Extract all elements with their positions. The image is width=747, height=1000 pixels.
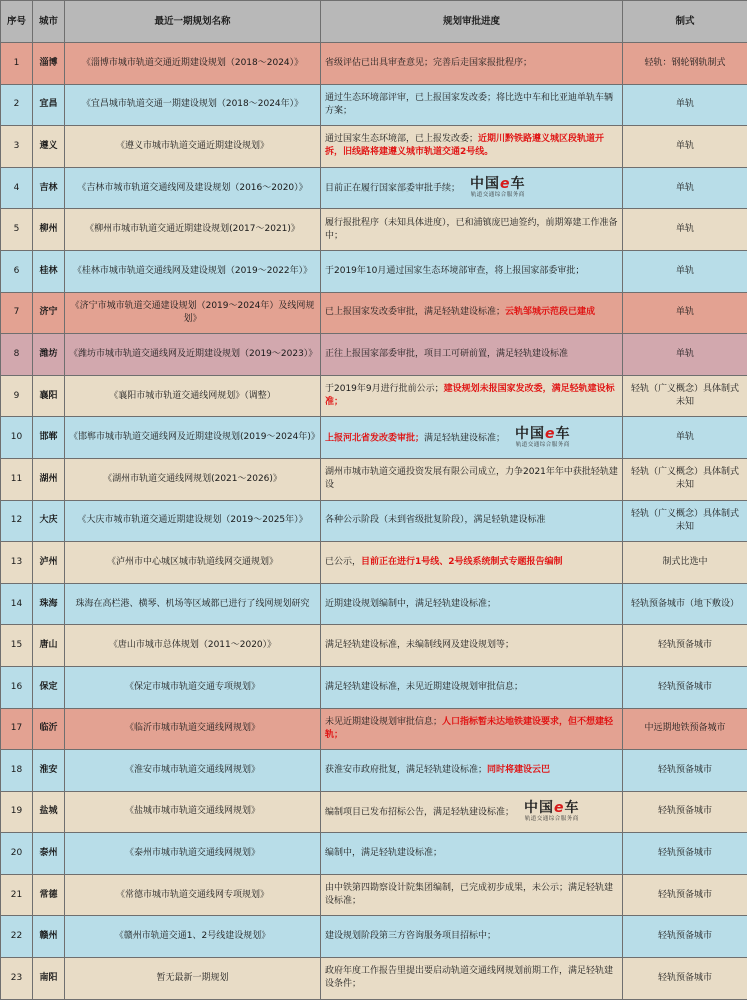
row-plan-name: 《保定市城市轨道交通专项规划》: [65, 666, 321, 708]
watermark-tagline: 轨道交通综合服务商: [524, 815, 579, 822]
row-mode: 轻轨（广义概念）具体制式未知: [623, 375, 747, 417]
row-plan-name: 《常德市城市轨道交通线网专项规划》: [65, 874, 321, 916]
watermark-brand: [470, 177, 526, 192]
table-row: [1, 167, 747, 209]
row-progress: [321, 292, 623, 334]
watermark-brand: [515, 427, 571, 442]
watermark-brand-text: 中国: [524, 799, 555, 816]
row-city: 邯郸: [33, 417, 65, 459]
progress-text: 于2019年10月通过国家生态环境部审查，将上报国家部委审批；: [325, 265, 585, 276]
progress-highlight: 同时将建设云巴: [487, 764, 551, 775]
watermark-brand: [524, 801, 580, 816]
row-mode: 单轨: [623, 250, 747, 292]
table-row: [1, 625, 747, 667]
row-plan-name: 《泸州市中心城区城市轨道线网交通规划》: [65, 542, 321, 584]
progress-text: 满足轻轨建设标准，未编制线网及建设规划等；: [325, 640, 515, 651]
table-row: [1, 791, 747, 833]
row-number: 6: [1, 250, 33, 292]
row-number: 4: [1, 167, 33, 209]
row-plan-name: 《唐山市城市总体规划（2011～2020）》: [65, 625, 321, 667]
table-row: [1, 84, 747, 126]
row-city: 淮安: [33, 750, 65, 792]
row-number: 3: [1, 126, 33, 168]
row-progress: [321, 583, 623, 625]
header-mode: 制式: [623, 1, 747, 43]
watermark-brand-text: 车: [510, 176, 526, 193]
row-mode: 轻轨预备城市: [623, 916, 747, 958]
row-mode: 轻轨预备城市: [623, 958, 747, 1000]
row-plan-name: 珠海在高栏港、横琴、机场等区域都已进行了线网规划研究: [65, 583, 321, 625]
row-city: 桂林: [33, 250, 65, 292]
row-plan-name: 《盐城市城市轨道交通线网规划》: [65, 791, 321, 833]
row-progress: [321, 167, 623, 209]
row-number: 10: [1, 417, 33, 459]
table-row: [1, 874, 747, 916]
row-city: 泰州: [33, 833, 65, 875]
row-mode: 轻轨预备城市: [623, 750, 747, 792]
row-progress: [321, 708, 623, 750]
row-mode: 轻轨预备城市: [623, 625, 747, 667]
row-plan-name: 《临沂市城市轨道交通线网规划》: [65, 708, 321, 750]
row-city: 珠海: [33, 583, 65, 625]
row-progress: [321, 874, 623, 916]
progress-text: 通过生态环境部评审，已上报国家发改委；将比选中车和比亚迪单轨车辆方案；: [325, 92, 614, 116]
row-progress: [321, 750, 623, 792]
table-row: [1, 958, 747, 1000]
row-mode: 单轨: [623, 417, 747, 459]
watermark-logo-icon: [524, 801, 580, 823]
row-plan-name: 《淄博市城市轨道交通近期建设规划（2018～2024）》: [65, 43, 321, 85]
row-progress: [321, 126, 623, 168]
row-progress: [321, 625, 623, 667]
row-mode: 轻轨：钢轮钢轨制式: [623, 43, 747, 85]
row-city: 淄博: [33, 43, 65, 85]
row-mode: 轻轨预备城市: [623, 666, 747, 708]
row-progress: [321, 375, 623, 417]
row-progress: [321, 209, 623, 251]
progress-text: 省级评估已出具审查意见；完善后走国家报批程序；: [325, 57, 533, 68]
progress-text: 目前正在履行国家部委审批手续；: [325, 183, 461, 194]
table-row: [1, 292, 747, 334]
table-row: [1, 417, 747, 459]
table-row: [1, 542, 747, 584]
watermark-brand-text: 中国: [515, 425, 546, 442]
row-city: 临沂: [33, 708, 65, 750]
progress-text: 政府年度工作报告里提出要启动轨道交通线网规划前期工作，满足轻轨建设条件；: [325, 966, 614, 990]
row-plan-name: 《柳州市城市轨道交通近期建设规划(2017～2021)》: [65, 209, 321, 251]
table-row: [1, 708, 747, 750]
progress-text: 已上报国家发改委审批，满足轻轨建设标准；: [325, 307, 506, 318]
progress-text: 履行报批程序（未知具体进度），已和浦镇庞巴迪签约，前期筹建工作准备中；: [325, 217, 618, 241]
watermark-e-icon: e: [500, 176, 511, 193]
row-plan-name: 《遵义市城市轨道交通近期建设规划》: [65, 126, 321, 168]
row-number: 19: [1, 791, 33, 833]
header-progress: 规划审批进度: [321, 1, 623, 43]
watermark-tagline: 轨道交通综合服务商: [470, 192, 525, 199]
progress-highlight: 近期川黔铁路遵义城区段轨道开拆，旧线路将建遵义城市轨道交通2号线。: [325, 134, 605, 158]
row-number: 21: [1, 874, 33, 916]
row-number: 20: [1, 833, 33, 875]
table-row: [1, 458, 747, 500]
row-city: 赣州: [33, 916, 65, 958]
progress-text: 各种公示阶段（未到省级批复阶段），满足轻轨建设标准: [325, 515, 546, 526]
table-body: [1, 43, 747, 1000]
header-no: 序号: [1, 1, 33, 43]
table-row: [1, 375, 747, 417]
table-row: [1, 666, 747, 708]
row-plan-name: 《宜昌城市轨道交通一期建设规划（2018～2024年）》: [65, 84, 321, 126]
row-plan-name: 《大庆市城市轨道交通近期建设规划（2019～2025年）》: [65, 500, 321, 542]
row-city: 吉林: [33, 167, 65, 209]
row-city: 常德: [33, 874, 65, 916]
progress-text: 未见近期建设规划审批信息；: [325, 716, 443, 727]
row-number: 5: [1, 209, 33, 251]
progress-highlight: 目前正在进行1号线、2号线系统制式专题报告编制: [361, 556, 563, 567]
progress-text: 于2019年9月进行批前公示；: [325, 384, 444, 395]
row-progress: [321, 958, 623, 1000]
progress-text: 通过国家生态环境部，已上报发改委；: [325, 134, 479, 145]
row-number: 12: [1, 500, 33, 542]
row-city: 湖州: [33, 458, 65, 500]
row-plan-name: 《济宁市城市轨道交通建设规划（2019～2024年）及线网规划》: [65, 292, 321, 334]
table-row: [1, 334, 747, 376]
row-plan-name: 《湖州市轨道交通线网规划(2021～2026)》: [65, 458, 321, 500]
row-number: 16: [1, 666, 33, 708]
progress-highlight: 云轨邹城示范段已建成: [505, 307, 596, 318]
row-plan-name: 《邯郸市城市轨道交通线网及近期建设规划(2019～2024年)》: [65, 417, 321, 459]
progress-text: 获淮安市政府批复，满足轻轨建设标准；: [325, 764, 488, 775]
row-city: 遵义: [33, 126, 65, 168]
row-city: 柳州: [33, 209, 65, 251]
table-row: [1, 916, 747, 958]
progress-text: 正往上报国家部委审批，项目工可研前置，满足轻轨建设标准: [325, 348, 569, 359]
row-plan-name: 《吉林市城市轨道交通线网及建设规划（2016～2020）》: [65, 167, 321, 209]
row-mode: 轻轨预备城市: [623, 833, 747, 875]
row-city: 襄阳: [33, 375, 65, 417]
row-mode: 轻轨（广义概念）具体制式未知: [623, 500, 747, 542]
progress-text: 由中铁第四勘察设计院集团编制，已完成初步成果，未公示；满足轻轨建设标准；: [325, 883, 614, 907]
row-mode: 单轨: [623, 84, 747, 126]
row-progress: [321, 666, 623, 708]
row-number: 9: [1, 375, 33, 417]
watermark-e-icon: e: [545, 425, 556, 442]
row-city: 泸州: [33, 542, 65, 584]
row-mode: 轻轨（广义概念）具体制式未知: [623, 458, 747, 500]
row-progress: [321, 833, 623, 875]
watermark-brand-text: 车: [555, 425, 571, 442]
row-progress: [321, 43, 623, 85]
row-mode: 轻轨预备城市: [623, 874, 747, 916]
row-city: 济宁: [33, 292, 65, 334]
row-progress: [321, 500, 623, 542]
row-number: 22: [1, 916, 33, 958]
table-row: [1, 833, 747, 875]
progress-text: 建设规划阶段第三方咨询服务项目招标中；: [325, 931, 497, 942]
row-mode: 单轨: [623, 126, 747, 168]
watermark-brand-text: 车: [564, 799, 580, 816]
row-mode: 单轨: [623, 167, 747, 209]
row-city: 潍坊: [33, 334, 65, 376]
row-city: 大庆: [33, 500, 65, 542]
row-number: 17: [1, 708, 33, 750]
row-plan-name: 《赣州市轨道交通1、2号线建设规划》: [65, 916, 321, 958]
row-plan-name: 暂无最新一期规划: [65, 958, 321, 1000]
row-number: 1: [1, 43, 33, 85]
progress-text: 满足轻轨建设标准，未见近期建设规划审批信息；: [325, 681, 524, 692]
progress-text: 已公示，: [325, 556, 362, 567]
row-mode: 制式比选中: [623, 542, 747, 584]
watermark-brand-text: 中国: [470, 176, 501, 193]
watermark-e-icon: e: [554, 799, 565, 816]
row-progress: [321, 458, 623, 500]
row-number: 8: [1, 334, 33, 376]
row-mode: 单轨: [623, 334, 747, 376]
row-mode: 中远期地铁预备城市: [623, 708, 747, 750]
progress-highlight: 上报河北省发改委审批；: [325, 433, 425, 444]
row-number: 14: [1, 583, 33, 625]
row-city: 宜昌: [33, 84, 65, 126]
row-city: 南阳: [33, 958, 65, 1000]
row-plan-name: 《淮安市城市轨道交通线网规划》: [65, 750, 321, 792]
row-city: 唐山: [33, 625, 65, 667]
table-row: [1, 583, 747, 625]
row-progress: [321, 916, 623, 958]
progress-text: 编制项目已发布招标公告，满足轻轨建设标准；: [325, 807, 515, 818]
row-progress: [321, 791, 623, 833]
row-number: 7: [1, 292, 33, 334]
row-plan-name: 《襄阳市城市轨道交通线网规划》（调整）: [65, 375, 321, 417]
row-city: 保定: [33, 666, 65, 708]
table-row: [1, 750, 747, 792]
row-number: 13: [1, 542, 33, 584]
row-number: 23: [1, 958, 33, 1000]
row-progress: [321, 417, 623, 459]
row-plan-name: 《泰州市城市轨道交通线网规划》: [65, 833, 321, 875]
row-mode: 单轨: [623, 209, 747, 251]
row-plan-name: 《潍坊市城市轨道交通线网及近期建设规划（2019～2023）》: [65, 334, 321, 376]
row-progress: [321, 334, 623, 376]
watermark-logo-icon: [515, 427, 571, 449]
row-number: 15: [1, 625, 33, 667]
table-row: [1, 500, 747, 542]
row-mode: 轻轨预备城市: [623, 791, 747, 833]
row-number: 18: [1, 750, 33, 792]
table-row: [1, 209, 747, 251]
watermark-tagline: 轨道交通综合服务商: [515, 441, 570, 448]
progress-text: 编制中，满足轻轨建设标准；: [325, 848, 443, 859]
progress-text: 湖州市城市轨道交通投资发展有限公司成立，力争2021年年中获批轻轨建设: [325, 467, 618, 491]
progress-text: 满足轻轨建设标准；: [424, 433, 506, 444]
table-header-row: [1, 1, 747, 43]
progress-highlight: 人口指标暂未达地铁建设要求，但不想建轻轨；: [325, 716, 614, 740]
header-city: 城市: [33, 1, 65, 43]
header-plan: 最近一期规划名称: [65, 1, 321, 43]
row-plan-name: 《桂林市城市轨道交通线网及建设规划（2019～2022年）》: [65, 250, 321, 292]
row-city: 盐城: [33, 791, 65, 833]
row-mode: 单轨: [623, 292, 747, 334]
row-progress: [321, 542, 623, 584]
row-progress: [321, 84, 623, 126]
table-row: [1, 250, 747, 292]
progress-text: 近期建设规划编制中，满足轻轨建设标准；: [325, 598, 497, 609]
row-number: 2: [1, 84, 33, 126]
table-row: [1, 43, 747, 85]
progress-highlight: 建设规划未报国家发改委，满足轻轨建设标准；: [325, 384, 615, 408]
row-progress: [321, 250, 623, 292]
row-number: 11: [1, 458, 33, 500]
table-row: [1, 126, 747, 168]
row-mode: 轻轨预备城市（地下敷设）: [623, 583, 747, 625]
watermark-logo-icon: [470, 177, 526, 199]
